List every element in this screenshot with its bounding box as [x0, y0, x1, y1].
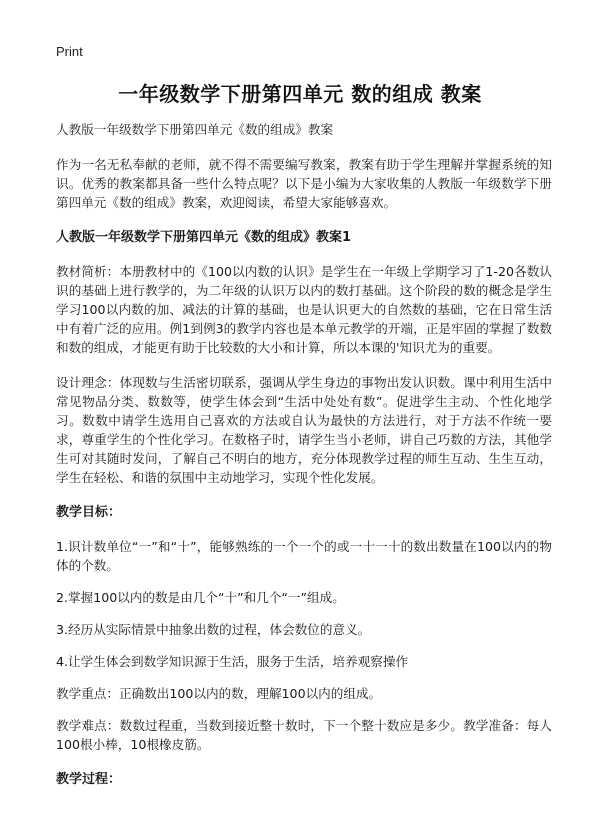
goal-item-1: 1.识计数单位“一”和“十”，能够熟练的一个一个的或一十一十的数出数量在100以内的物体的个数。 [56, 539, 552, 573]
difficulty-paragraph: 教学难点：数数过程重，当数到接近整十数时，下一个整十数应是多少。教学准备：每人100根小棒，10根橡皮筋。 [56, 718, 552, 752]
section-heading: 人教版一年级数学下册第四单元《数的组成》教案1 [56, 230, 352, 245]
process-heading: 教学过程： [56, 772, 122, 787]
material-analysis-paragraph: 教材简析：本册教材中的《100以内数的认识》是学生在一年级上学期学习了1-20各数认识的基础上进行教学的，为二年级的认识万以内的数打基础。这个阶段的数的概念是学生学习100以内数的加、减法的计算的基础，也是认识更大的自然数的基础，它在日常生活中有着广泛的应用。例1到例3的教学内容也是本单元教学的开端，正是牢固的掌握了数数和数的组成，才能更有助于比较数的大小和计算，所以本课的'知识尤为的重要。 [56, 264, 552, 355]
print-link[interactable]: Print [56, 44, 83, 59]
design-concept-paragraph: 设计理念：体现数与生活密切联系，强调从学生身边的事物出发认识数。课中利用生活中常见物品分类、数数等，使学生体会到“生活中处处有数”。促进学生主动、个性化地学习。数数中请学生选用自己喜欢的方法或自认为最快的方法进行，对于方法不作统一要求，尊重学生的个性化学习。在数格子时，请学生当小老师，讲自己巧数的方法，其他学生可对其随时发问，了解自己不明白的地方，充分体现教学过程的师生互动、生生互动，学生在轻松、和谐的氛围中主动地学习，实现个性化发展。 [56, 375, 552, 485]
document-body [56, 120, 552, 804]
goals-heading: 教学目标： [56, 505, 122, 520]
intro-paragraph: 作为一名无私奉献的老师，就不得不需要编写教案，教案有助于学生理解并掌握系统的知识。优秀的教案都具备一些什么特点呢？以下是小编为大家收集的人教版一年级数学下册第四单元《数的组成》教案，欢迎阅读，希望大家能够喜欢。 [56, 157, 552, 210]
goal-item-2: 2.掌握100以内的数是由几个“十”和几个“一”组成。 [56, 590, 345, 605]
goal-item-4: 4.让学生体会到数学知识源于生活，服务于生活，培养观察操作 [56, 654, 409, 669]
page-title: 一年级数学下册第四单元 数的组成 教案 [118, 82, 482, 106]
key-point-paragraph: 教学重点：正确数出100以内的数，理解100以内的组成。 [56, 686, 382, 701]
goal-item-3: 3.经历从实际情景中抽象出数的过程，体会数位的意义。 [56, 622, 371, 637]
intro-subtitle: 人教版一年级数学下册第四单元《数的组成》教案 [56, 122, 334, 137]
